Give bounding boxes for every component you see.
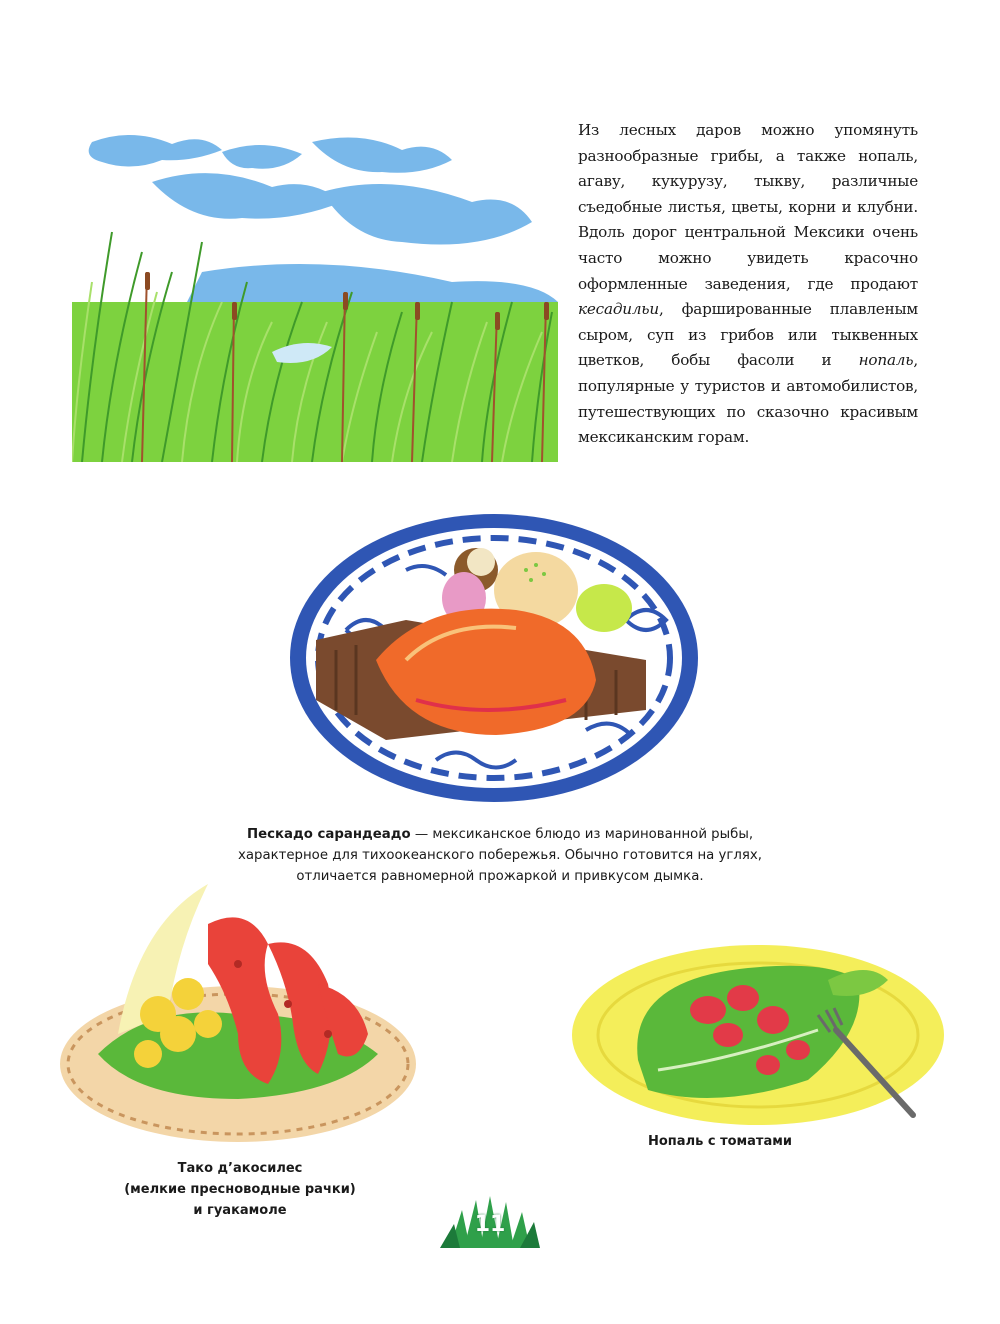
nopal-plate-illustration xyxy=(568,940,948,1130)
pescado-caption-title: Пескадо сарандеадо xyxy=(246,827,411,842)
pescado-caption xyxy=(210,824,790,887)
intro-paragraph xyxy=(578,118,918,451)
pescado-plate-illustration xyxy=(286,510,702,806)
taco-caption-line3: и гуакамоле xyxy=(193,1203,287,1218)
page-number: 11 xyxy=(474,1212,506,1237)
meadow-illustration xyxy=(72,132,558,462)
intro-text-3: , популярные у туристов и автомобилистов, путешествующих по сказочно красивым мексиканским горам. xyxy=(578,351,918,447)
taco-illustration xyxy=(58,884,420,1146)
nopal-caption: Нопаль с томатами xyxy=(648,1134,792,1149)
taco-caption-line1: Тако д’акосилес xyxy=(177,1161,303,1176)
pescado-caption-text: — мексиканское блюдо из маринованной рыбы, характерное для тихоокеанского побережья. Обычно готовится на углях, отличается равномерной прожаркой и привкусом дымка. xyxy=(237,827,763,884)
intro-text-2: , фаршированные плавленым сыром, суп из грибов или тыквенных цветков, бобы фасоли и xyxy=(578,300,918,370)
intro-text-1: Из лесных даров можно упомянуть разнообразные грибы, а также нопаль, агаву, кукурузу, тыкву, различные съедобные листья, цветы, корни и клубни. Вдоль дорог центральной Мексики очень часто можно увидеть красочно оформленные заведения, где продают xyxy=(578,121,918,293)
intro-emphasis-quesadillas: кесадильи xyxy=(578,300,659,319)
taco-caption xyxy=(110,1158,370,1221)
page-number-badge xyxy=(440,1196,540,1248)
taco-caption-line2: (мелкие пресноводные рачки) xyxy=(124,1182,356,1197)
intro-emphasis-nopal: нопаль xyxy=(858,351,914,370)
